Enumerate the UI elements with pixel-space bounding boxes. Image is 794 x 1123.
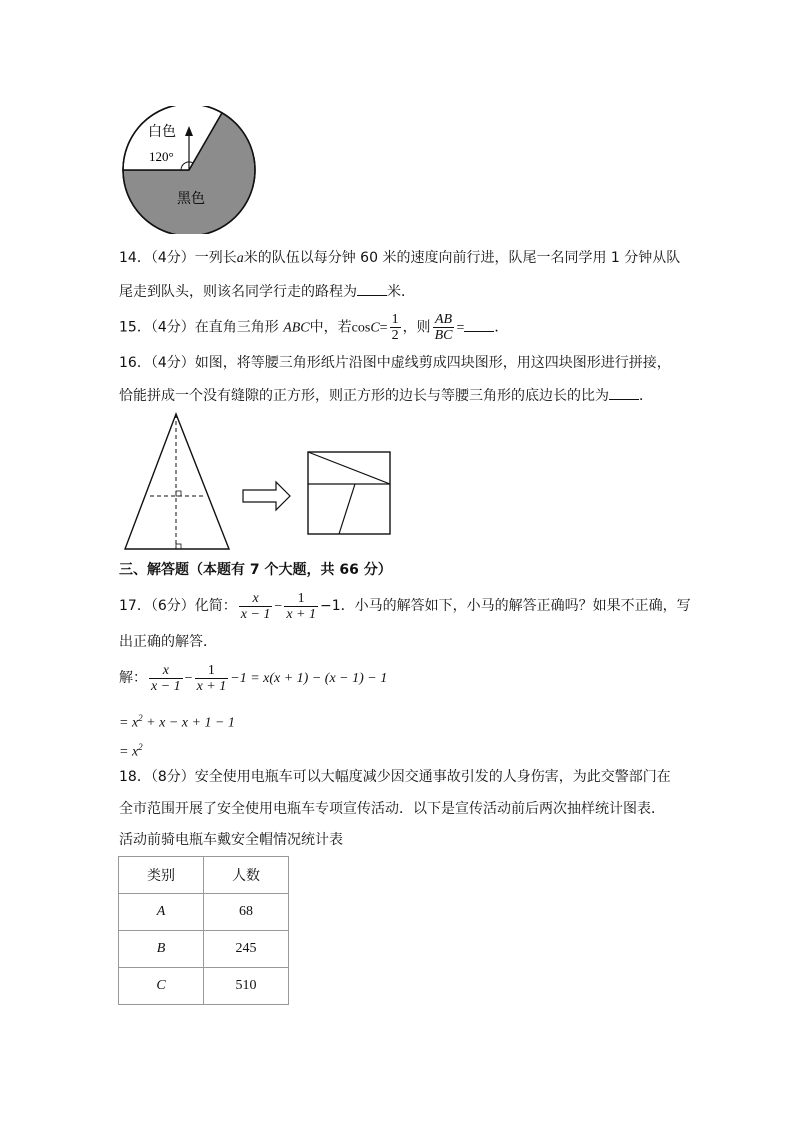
table-header-row: [119, 857, 289, 894]
q14-line1: [119, 248, 680, 269]
q14-answer-blank[interactable]: [357, 281, 387, 296]
q16-line2-end: ．: [639, 388, 653, 404]
q17-solution-line3: [119, 737, 143, 763]
q17-step3-sup: 2: [138, 742, 143, 752]
q17-frac1-den: x − 1: [240, 606, 271, 622]
q16-line1: [119, 353, 671, 373]
right-angle-mark-base: [176, 544, 181, 549]
q14-text-b: 米的队伍以每分钟 60 米的速度向前行进，队尾一名同学用 1 分钟从队: [243, 250, 681, 266]
square-slant-cut: [339, 484, 355, 534]
q17-sol-frac1-den: x − 1: [151, 678, 181, 694]
table-row: [119, 968, 289, 1005]
q15-eq: =: [379, 320, 388, 336]
q15-prefix: 15．（4分）在直角三角形: [119, 319, 279, 336]
table-cell-category: C: [119, 968, 204, 1005]
q17-line1: [119, 590, 691, 623]
black-label: 黑色: [177, 191, 205, 207]
q16-line1-text: 16．（4分）如图，将等腰三角形纸片沿图中虚线剪成四块图形，用这四块图形进行拼接，: [119, 355, 671, 371]
q17-sol-minus: −: [184, 671, 193, 686]
q17-frac1-num: x: [239, 591, 273, 607]
q16-figure: [118, 410, 398, 555]
q15-abc: ABC: [283, 320, 310, 336]
q14-line2: [119, 281, 415, 302]
q14-text-a: 14．（4分）一列长: [119, 250, 237, 266]
q17-frac2-den: x + 1: [286, 606, 316, 622]
q15-answer-blank[interactable]: [464, 317, 494, 332]
table-cell-category: B: [119, 931, 204, 968]
q16-answer-blank[interactable]: [609, 385, 639, 400]
isosceles-triangle: [125, 414, 229, 549]
white-label: 白色: [148, 124, 176, 140]
q17-sol-frac1-num: x: [149, 663, 183, 679]
q17-prefix: 17．（6分）化简：: [119, 598, 237, 614]
table-header-cell: 人数: [204, 857, 289, 894]
q17-sol-frac2-num: 1: [195, 663, 229, 679]
q17-step3-a: = x: [119, 744, 139, 760]
q16-line2-text: 恰能拼成一个没有缝隙的正方形，则正方形的边长与等腰三角形的底边长的比为: [119, 388, 609, 404]
q17-frac2-num: 1: [284, 591, 318, 607]
table-header-cell: 类别: [119, 857, 204, 894]
q17-step2-a: = x: [119, 715, 139, 731]
q17-tail: −1．小马的解答如下，小马的解答正确吗？如果不正确，写: [319, 598, 691, 614]
transform-arrow-icon: [243, 482, 290, 510]
q15-c: C: [370, 320, 380, 336]
helmet-stats-table: [118, 856, 289, 1005]
q15-half-fraction: [390, 312, 401, 343]
table-cell-category: A: [119, 894, 204, 931]
right-angle-mark-mid: [176, 491, 181, 496]
q15-half-den: 2: [391, 328, 399, 343]
q18-line1: 18．（8分）安全使用电瓶车可以大幅度减少因交通事故引发的人身伤害，为此交警部门在: [119, 769, 671, 785]
q18-line2: 全市范围开展了安全使用电瓶车专项宣传活动．以下是宣传活动前后两次抽样统计图表．: [119, 801, 665, 817]
q15-end: ．: [494, 319, 509, 336]
q17-sol-frac2-den: x + 1: [196, 678, 227, 694]
pie-figure: [118, 106, 258, 234]
q15-half-num: 1: [391, 312, 399, 327]
q17-sol-frac2: [195, 663, 229, 694]
q15-then: ，则: [402, 319, 431, 336]
table-cell-count: 245: [204, 931, 289, 968]
assembled-square: [308, 452, 390, 534]
q15-cos: cos: [351, 320, 371, 336]
q16-line2: [119, 385, 653, 406]
q15-ratio-fraction: [433, 312, 455, 343]
q18-table-caption: 活动前骑电瓶车戴安全帽情况统计表: [119, 832, 343, 848]
table-row: [119, 931, 289, 968]
q17-solution-line2: [119, 708, 235, 734]
q17-step2-sup: 2: [138, 713, 143, 723]
q14-var-a: a: [236, 251, 244, 266]
square-diagonal-cut: [308, 452, 390, 484]
q14-line2-text: 尾走到队头，则该名同学行走的路程为: [119, 284, 357, 300]
q14-line2-end: 米．: [387, 284, 415, 300]
q17-sol-label: 解：: [119, 670, 147, 686]
q17-sol-frac1: [149, 663, 183, 694]
q15-bc: BC: [434, 328, 453, 343]
q17-step2-b: + x − x + 1 − 1: [142, 715, 235, 731]
table-cell-count: 68: [204, 894, 289, 931]
q15-line: [119, 312, 508, 343]
table-cell-count: 510: [204, 968, 289, 1005]
q17-frac1: [239, 591, 273, 622]
q15-ab: AB: [433, 312, 455, 328]
q17-sol-rhs: −1 = x(x + 1) − (x − 1) − 1: [230, 671, 388, 686]
table-row: [119, 894, 289, 931]
q17-line2: 出正确的解答．: [119, 634, 217, 650]
q15-mid: 中，若: [309, 319, 352, 336]
angle-label: 120°: [149, 149, 174, 164]
q17-minus: −: [274, 599, 283, 614]
q17-solution-line1: [119, 662, 387, 695]
q17-frac2: [284, 591, 318, 622]
q15-eq2: =: [456, 320, 465, 336]
section3-title: 三、解答题（本题有 7 个大题，共 66 分）: [119, 562, 392, 578]
